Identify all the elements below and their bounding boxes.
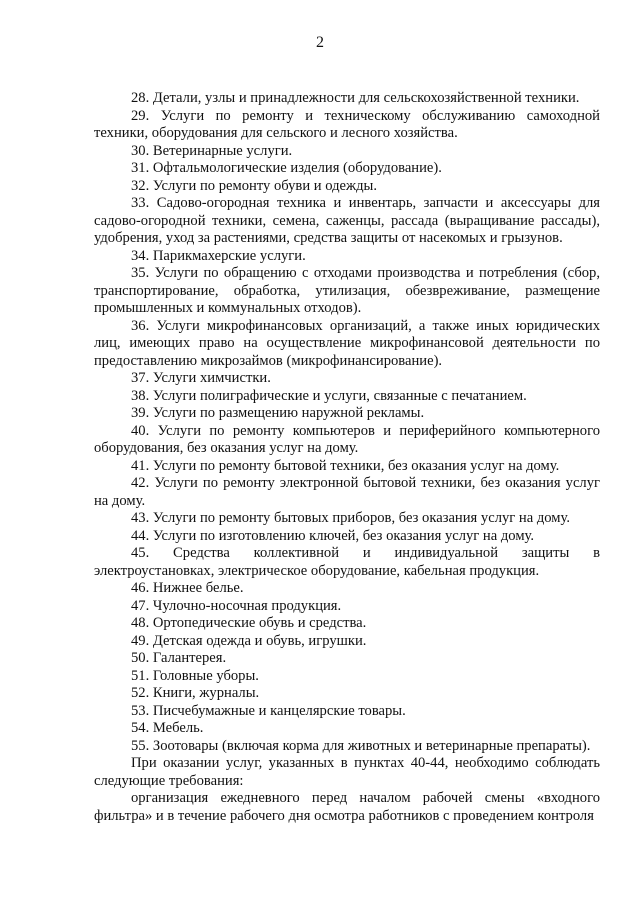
list-item-44: 44. Услуги по изготовлению ключей, без оказания услуг на дому. — [131, 527, 535, 544]
list-item-48: 48. Ортопедические обувь и средства. — [131, 615, 367, 631]
list-item-36: 36. Услуги микрофинансовых организаций, а также иных юридических лиц, имеющих право на осуществление микрофинансовой деятельности по предоставлению микрозаймов (микрофинансирование). — [94, 317, 600, 369]
list-item-52: 52. Книги, журналы. — [131, 685, 260, 701]
list-item-49: 49. Детская одежда и обувь, игрушки. — [131, 632, 367, 649]
document-body — [94, 90, 600, 825]
list-item-46: 46. Нижнее белье. — [131, 580, 244, 596]
list-item-54: 54. Мебель. — [131, 720, 204, 736]
list-item-40: 40. Услуги по ремонту компьютеров и периферийного компьютерного оборудования, без оказания услуг на дому. — [94, 422, 600, 456]
requirement-paragraph: организация ежедневного перед началом рабочей смены «входного фильтра» и в течение рабочего дня осмотра работников с проведением контроля — [94, 790, 600, 824]
list-item-51: 51. Головные уборы. — [131, 667, 259, 684]
list-item-38: 38. Услуги полиграфические и услуги, связанные с печатанием. — [131, 387, 527, 404]
list-item-33: 33. Садово-огородная техника и инвентарь, запчасти и аксессуары для садово-огородной техники, семена, саженцы, рассада (выращивание рассады), удобрения, уход за растениями, средства защиты от насекомых и грызунов. — [94, 195, 600, 246]
list-item-34: 34. Парикмахерские услуги. — [131, 247, 306, 264]
list-item-55: 55. Зоотовары (включая корма для животных и ветеринарные препараты). — [131, 737, 591, 754]
list-item-32: 32. Услуги по ремонту обуви и одежды. — [131, 177, 377, 194]
list-item-43: 43. Услуги по ремонту бытовых приборов, без оказания услуг на дому. — [131, 510, 571, 526]
list-item-50: 50. Галантерея. — [131, 650, 227, 666]
list-item-53: 53. Писчебумажные и канцелярские товары. — [131, 702, 406, 719]
list-item-29: 29. Услуги по ремонту и техническому обслуживанию самоходной техники, оборудования для сельского и лесного хозяйства. — [94, 107, 600, 141]
list-item-30: 30. Ветеринарные услуги. — [131, 142, 293, 159]
list-item-47: 47. Чулочно-носочная продукция. — [131, 597, 342, 614]
list-item-42: 42. Услуги по ремонту электронной бытовой техники, без оказания услуг на дому. — [94, 475, 600, 509]
page-number: 2 — [316, 34, 324, 51]
requirements-intro: При оказании услуг, указанных в пунктах 40-44, необходимо соблюдать следующие требования: — [94, 755, 600, 789]
list-item-28: 28. Детали, узлы и принадлежности для сельскохозяйственной техники. — [131, 90, 580, 106]
list-item-45: 45. Средства коллективной и индивидуальной защиты в электроустановках, электрическое оборудование, кабельная продукция. — [94, 545, 600, 579]
list-item-37: 37. Услуги химчистки. — [131, 370, 271, 386]
list-item-31: 31. Офтальмологические изделия (оборудование). — [131, 160, 442, 176]
list-item-39: 39. Услуги по размещению наружной рекламы. — [131, 405, 425, 421]
list-item-41: 41. Услуги по ремонту бытовой техники, без оказания услуг на дому. — [131, 457, 560, 474]
list-item-35: 35. Услуги по обращению с отходами производства и потребления (сбор, транспортирование, обработка, утилизация, обезвреживание, размещение промышленных и коммунальных отходов). — [94, 265, 600, 316]
